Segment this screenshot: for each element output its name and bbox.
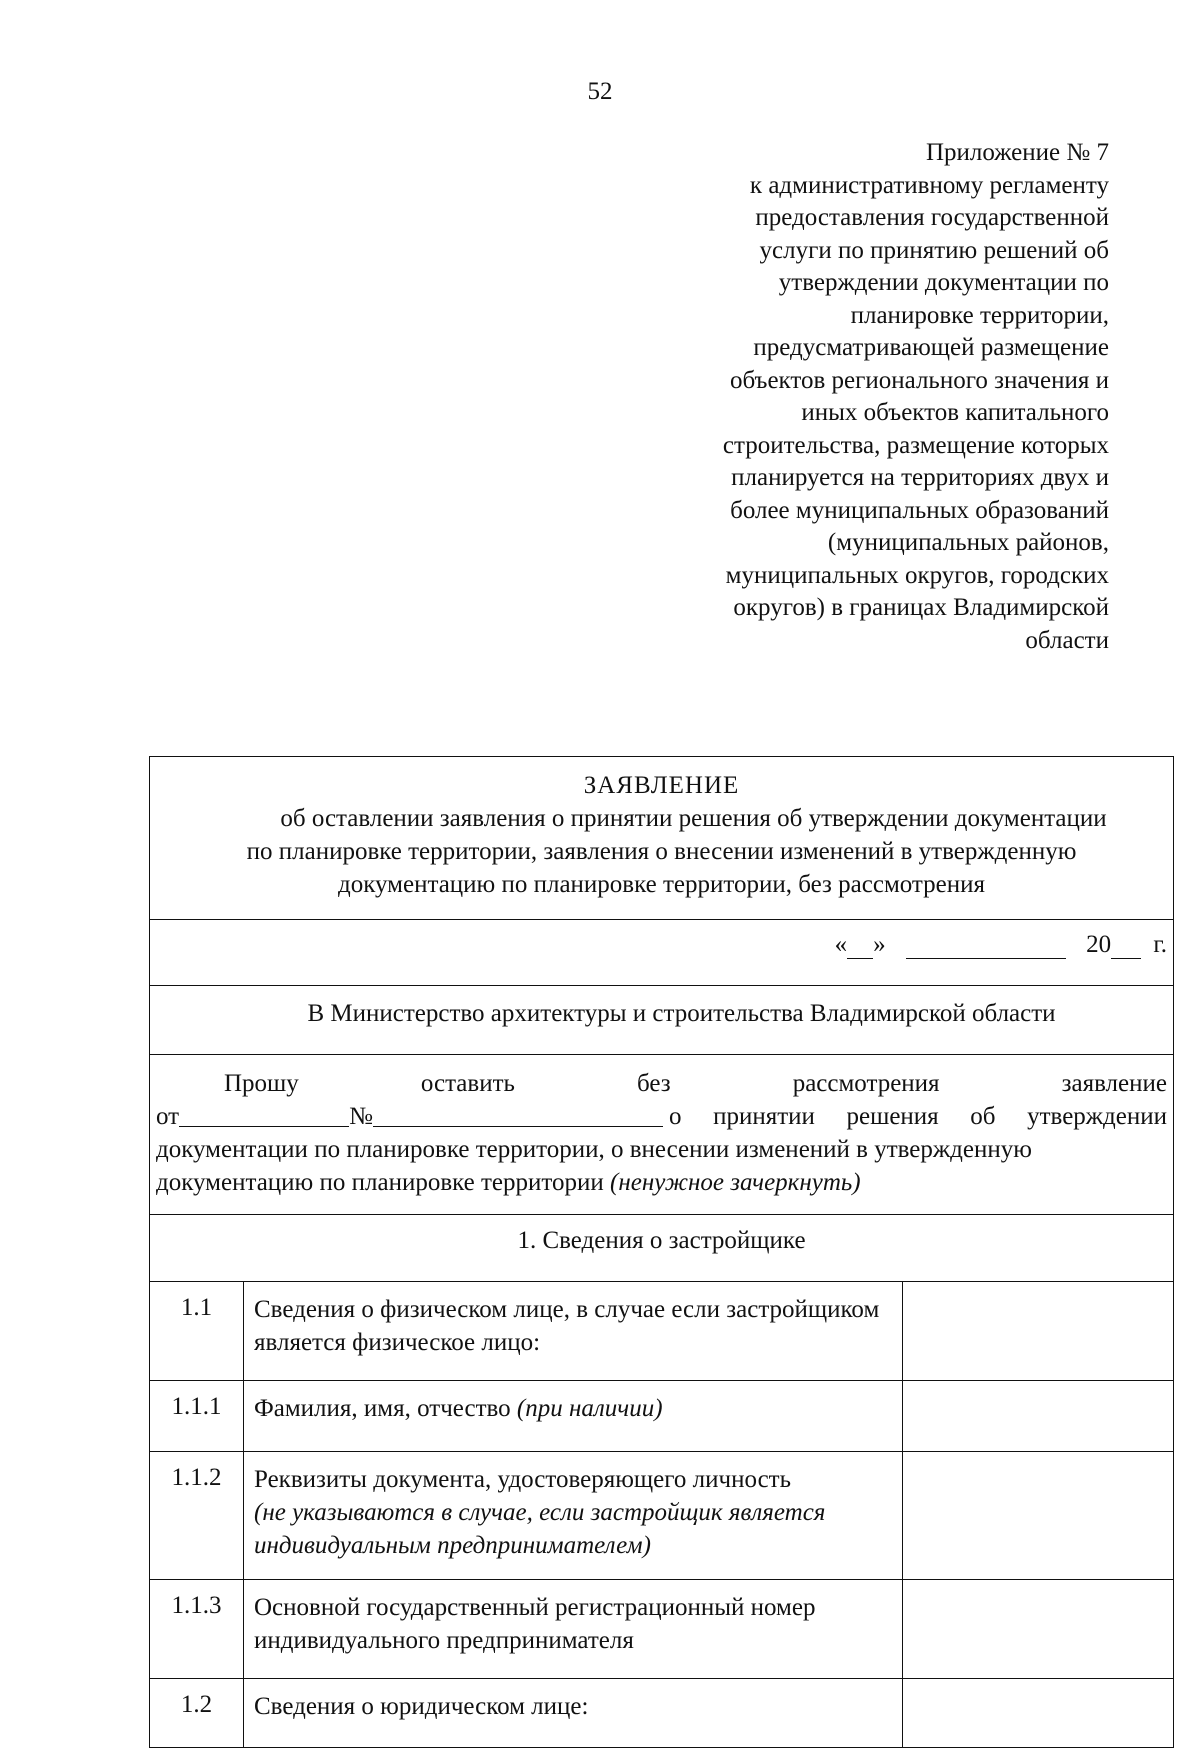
date-month-field[interactable] <box>906 932 1066 959</box>
row-description <box>244 1580 903 1679</box>
appendix-line: услуги по принятию решений об <box>759 236 1109 264</box>
request-word: рассмотрения <box>792 1070 940 1097</box>
row-note: (не указываются в случае, если застройщик является индивидуальным предпринимателем) <box>254 1499 826 1559</box>
request-line-3: документации по планировке территории, о внесении изменений в утвержденную <box>156 1136 1032 1163</box>
row-value-cell[interactable] <box>903 1452 1174 1580</box>
appendix-line: области <box>1025 626 1109 654</box>
date-close-quote: » <box>873 931 886 958</box>
table-row <box>150 1282 1174 1381</box>
page-number: 52 <box>587 78 613 105</box>
appendix-line: объектов регионального значения и <box>729 366 1109 394</box>
row-value-cell[interactable] <box>903 1381 1174 1452</box>
date-cell <box>150 920 1174 986</box>
appendix-line: планируется на территориях двух и <box>731 464 1109 491</box>
section-header-cell <box>150 1215 1174 1282</box>
request-line-2 <box>156 1100 1167 1133</box>
appendix-line: Приложение № 7 <box>925 139 1109 166</box>
row-text: Фамилия, имя, отчество <box>254 1395 511 1422</box>
form-subtitle-line: документацию по планировке территории, без рассмотрения <box>337 871 986 898</box>
form-subtitle-line: по планировке территории, заявления о внесении изменений в утвержденную <box>246 838 1077 865</box>
row-description <box>244 1679 903 1748</box>
row-note: (при наличии) <box>516 1395 663 1422</box>
date-year-field[interactable] <box>1111 932 1141 959</box>
application-number-field[interactable] <box>373 1100 663 1127</box>
request-word: решения <box>846 1103 939 1130</box>
request-line-4-note: (ненужное зачеркнуть) <box>610 1169 861 1196</box>
row-description <box>244 1282 903 1381</box>
row-description <box>244 1381 903 1452</box>
request-line-4 <box>156 1166 1167 1199</box>
appendix-line: планировке территории, <box>850 301 1109 329</box>
appendix-line: предоставления государственной <box>755 204 1109 231</box>
request-line-2-tail <box>663 1100 1167 1133</box>
row-number: 1.2 <box>150 1679 244 1748</box>
appendix-line: (муниципальных районов, <box>827 529 1109 556</box>
request-word: оставить <box>420 1070 515 1097</box>
form-title-cell <box>150 757 1174 920</box>
request-cell <box>150 1055 1174 1215</box>
form-title: ЗАЯВЛЕНИЕ <box>583 772 740 799</box>
request-word: принятии <box>713 1103 815 1130</box>
request-word: заявление <box>1061 1070 1167 1097</box>
appendix-line: муниципальных округов, городских <box>725 561 1109 589</box>
date-suffix: г. <box>1153 931 1168 958</box>
date-year-prefix: 20 <box>1086 931 1112 958</box>
row-text: Основной государственный регистрационный номер индивидуального предпринимателя <box>254 1594 816 1654</box>
application-form-table <box>149 756 1174 1748</box>
table-row <box>150 1381 1174 1452</box>
application-date-field[interactable] <box>179 1100 349 1127</box>
number-label: № <box>349 1103 373 1130</box>
addressee-cell <box>150 986 1174 1055</box>
appendix-line: округов) в границах Владимирской <box>733 594 1109 621</box>
section-title: 1. Сведения о застройщике <box>517 1227 806 1254</box>
from-label: от <box>156 1103 180 1130</box>
row-description <box>244 1452 903 1580</box>
table-row <box>150 1580 1174 1679</box>
appendix-line: предусматривающей размещение <box>753 334 1109 361</box>
appendix-header <box>549 137 1109 657</box>
request-word: Прошу <box>224 1070 299 1097</box>
row-text: Сведения о физическом лице, в случае если застройщиком является физическое лицо: <box>254 1296 880 1356</box>
request-word: утверждении <box>1027 1103 1168 1130</box>
row-number: 1.1.3 <box>150 1580 244 1679</box>
row-value-cell[interactable] <box>903 1679 1174 1748</box>
row-number: 1.1 <box>150 1282 244 1381</box>
appendix-line: иных объектов капитального <box>801 399 1109 426</box>
addressee: В Министерство архитектуры и строительства Владимирской области <box>307 1000 1056 1027</box>
appendix-line: строительства, размещение которых <box>722 431 1109 459</box>
row-text: Реквизиты документа, удостоверяющего личность <box>254 1466 791 1493</box>
table-row <box>150 1679 1174 1748</box>
row-text: Сведения о юридическом лице: <box>254 1693 589 1720</box>
request-word: об <box>970 1103 996 1130</box>
date-day-field[interactable] <box>847 932 873 959</box>
form-subtitle-line: об оставлении заявления о принятии решения об утверждении документации <box>280 805 1107 832</box>
table-row <box>150 1452 1174 1580</box>
row-number: 1.1.2 <box>150 1452 244 1580</box>
row-number: 1.1.1 <box>150 1381 244 1452</box>
row-value-cell[interactable] <box>903 1282 1174 1381</box>
appendix-line: утверждении документации по <box>778 269 1109 296</box>
request-word: без <box>636 1070 671 1097</box>
request-line-4-text: документацию по планировке территории <box>156 1169 604 1196</box>
row-value-cell[interactable] <box>903 1580 1174 1679</box>
appendix-line: к административному регламенту <box>749 171 1109 199</box>
date-open-quote: « <box>834 931 848 958</box>
appendix-line: более муниципальных образований <box>730 496 1109 524</box>
request-line-1 <box>156 1067 1167 1100</box>
request-word: о <box>668 1103 682 1130</box>
